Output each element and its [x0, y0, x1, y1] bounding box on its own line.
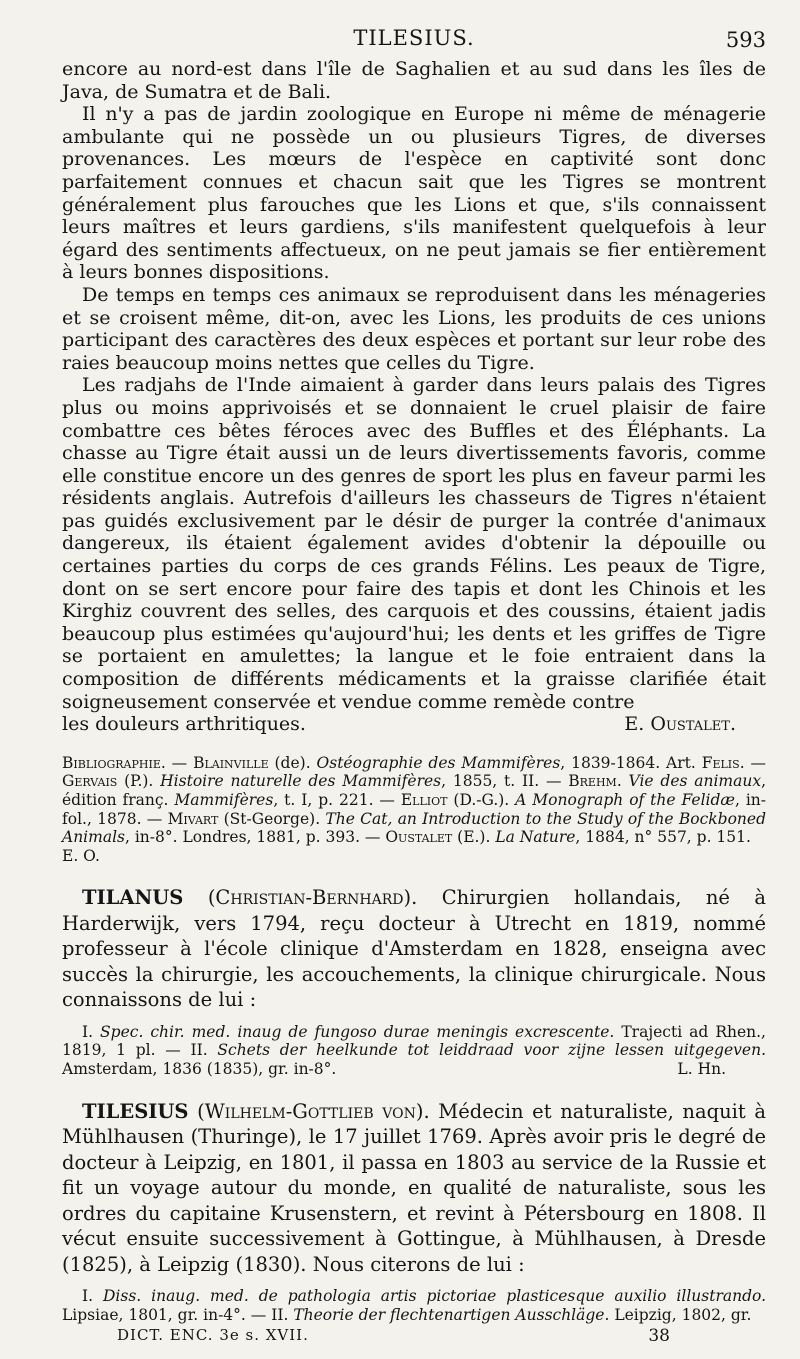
biblio-author: Oustalet: [385, 828, 453, 847]
biblio-work: La Nature: [495, 828, 576, 847]
page-header: [62, 26, 766, 56]
tilesius-headword: TILESIUS: [82, 1099, 189, 1123]
tilanus-work-title: Schets der heelkunde tot leiddraad voor zijne lessen uitgegeven.: [217, 1041, 766, 1060]
gathering-signature-mark: 38: [648, 1326, 670, 1346]
biblio-work: The Cat, an Introduction to the Study of the Bockboned Animals: [62, 809, 766, 847]
tigre-closing-line: [62, 713, 766, 736]
biblio-work: Mammifères: [174, 791, 274, 809]
bibliography-signature: E. O.: [62, 846, 100, 865]
biblio-author: Mivart: [167, 809, 219, 828]
tilanus-entry: [62, 885, 766, 1013]
tilesius-forenames: (Wilhelm-Gottlieb von).: [197, 1099, 430, 1123]
biblio-work: Histoire naturelle des Mammifères: [160, 772, 442, 791]
tilesius-works: I. Diss. inaug. med. de pathologia artis pictoriae plasticesque auxilio illustrando. Lipsiae, 1801, gr. in-4°. — II. Theorie der flechtenartigen Ausschläge. Leipzig, 1802, gr.: [62, 1287, 767, 1324]
tilanus-work-title: Spec. chir. med. inaug de fungoso durae meningis excrescente.: [100, 1022, 615, 1041]
tigre-signature: E. Oustalet.: [624, 713, 736, 736]
collection-signature: DICT. ENC. 3e s. XVII.: [117, 1326, 309, 1344]
tilesius-work-title: Theorie der flechtenartigen Ausschläge.: [293, 1305, 610, 1324]
tigre-paragraph-4-end: les douleurs arthritiques.: [62, 713, 306, 736]
biblio-author: Brehm: [568, 772, 617, 791]
biblio-work: Vie des animaux: [628, 772, 762, 791]
tilanus-forenames: (Christian-Bernhard).: [207, 886, 418, 910]
biblio-author: Blainville: [193, 753, 269, 772]
tigre-paragraph-3: De temps en temps ces animaux se reproduisent dans les ménageries et se croisent même, dit-on, avec les Lions, les produits de ces unions participant des caractères des deux espèces et portant sur leur robe des raies beaucoup moins nettes que celles du Tigre.: [62, 283, 766, 374]
biblio-work: A Monograph of the Felidæ: [515, 791, 735, 809]
bibliography-label: Bibliographie.: [62, 753, 166, 772]
tigre-paragraph-2: Il n'y a pas de jardin zoologique en Europe ni même de ménagerie ambulante qui ne possède un ou plusieurs Tigres, de diverses provenances. Les mœurs de l'espèce en captivité sont donc parfaitement connues et chacun sait que les Tigres se montrent généralement plus farouches que les Lions et que, s'ils connaissent leurs maîtres et leurs gardiens, s'ils manifestent quelquefois à leur égard des sentiments affectueux, on ne peut jamais se fier entièrement à leurs bonnes dispositions.: [62, 103, 766, 284]
tigre-paragraph-1: encore au nord-est dans l'île de Saghalien et au sud dans les îles de Java, de Sumatra et de Bali.: [62, 58, 766, 103]
tilanus-signature: L. Hn.: [677, 1060, 726, 1079]
tilanus-works: I. Spec. chir. med. inaug de fungoso durae meningis excrescente. Trajecti ad Rhen., 1819, 1 pl. — II. Schets der heelkunde tot leiddraad voor zijne lessen uitgegeven. Amsterdam, 1836 (1835), gr. in-8°.: [62, 1022, 766, 1079]
tilanus-headword: TILANUS: [82, 886, 184, 910]
tilanus-text: Chirurgien hollandais, né à Harderwijk, vers 1794, reçu docteur à Utrecht en 1819, nommé professeur à l'école clinique d'Amsterdam en 1828, enseigna avec succès la chirurgie, les accouchements, la clinique chirurgicale. Nous connaissons de lui :: [62, 886, 766, 1012]
running-title: TILESIUS.: [353, 26, 475, 50]
biblio-author: Elliot: [400, 791, 448, 809]
page-footer: [117, 1326, 670, 1352]
tilesius-work-title: Diss. inaug. med. de pathologia artis pictoriae plasticesque auxilio illustrando.: [102, 1287, 767, 1306]
page-number: 593: [725, 28, 766, 52]
tilesius-entry: [62, 1099, 766, 1278]
tilesius-text: Médecin et naturaliste, naquit à Mühlhausen (Thuringe), le 17 juillet 1769. Après avoir pris le degré de docteur à Leipzig, en 1801, il passa en 1803 au service de la Russie et fit un voyage autour du monde, en qualité de naturaliste, sous les ordres du capitaine Krusenstern, et revint à Pétersbourg en 1808. Il vécut ensuite successivement à Gottingue, à Mühlhausen, à Dresde (1825), à Leipzig (1830). Nous citerons de lui :: [62, 1099, 766, 1276]
bibliography: Bibliographie. — Blainville (de). Ostéographie des Mammifères, 1839-1864. Art. Felis. — Gervais (P.). Histoire naturelle des Mammifères, 1855, t. II. — Brehm. Vie des animaux, édition franç. Mammifères, t. I, p. 221. — Elliot (D.-G.). A Monograph of the Felidæ, in-fol., 1878. — Mivart (St-George). The Cat, an Introduction to the Study of the Bockboned Animals, in-8°. Londres, 1881, p. 393. — Oustalet (E.). La Nature, 1884, n° 557, p. 151.: [62, 753, 767, 847]
biblio-work: Ostéographie des Mammifères: [316, 753, 561, 772]
tigre-paragraph-4: Les radjahs de l'Inde aimaient à garder dans leurs palais des Tigres plus ou moins apprivoisés et se donnaient le cruel plaisir de faire combattre ces bêtes féroces avec des Buffles et des Éléphants. La chasse au Tigre était aussi un de leurs divertissements favoris, comme elle constitue encore un des genres de sport les plus en faveur parmi les résidents anglais. Autrefois d'ailleurs les chasseurs de Tigres n'étaient pas guidés exclusivement par le désir de purger la contrée d'animaux dangereux, ils étaient également avides d'obtenir la dépouille ou certaines parties du corps de ces grands Félins. Les peaux de Tigre, dont on se sert encore pour faire des tapis et dont les Chinois et les Kirghiz couvrent des selles, des carquois et des coussins, étaient jadis beaucoup plus estimées qu'aujourd'hui; les dents et les griffes de Tigre se portaient en amulettes; la langue et le foie entraient dans la composition de différents médicaments et la graisse clarifiée était soigneusement conservée et vendue comme remède contre: [62, 374, 766, 713]
page-body: [62, 58, 766, 1324]
biblio-author: Gervais: [62, 772, 118, 791]
